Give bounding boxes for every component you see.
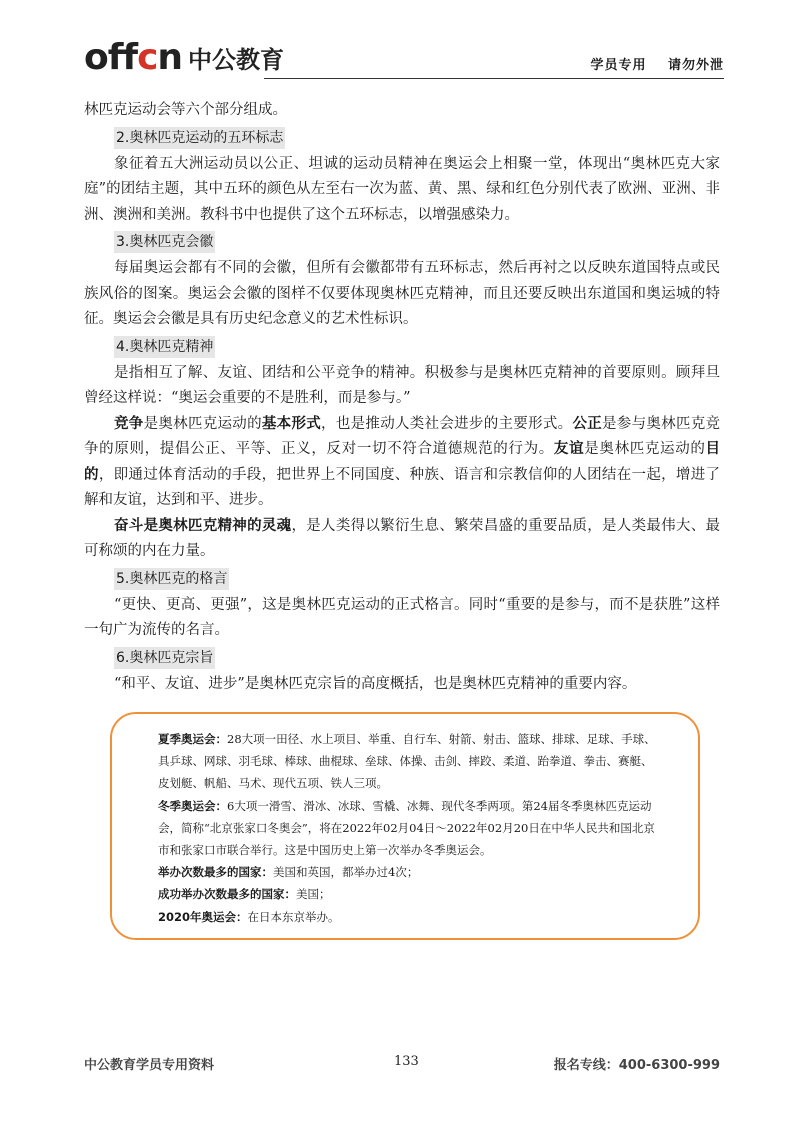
bold-term: 公正 xyxy=(572,415,603,432)
fact-summer: 夏季奥运会：28大项一田径、水上项目、举重、自行车、射箭、射击、篮球、排球、足球、手球、具乒球、网球、羽毛球、棒球、曲棍球、垒球、体操、击剑、摔跤、柔道、跆拳道、拳击、赛艇、皮划艇、帆船、马术、现代五项、铁人三项。 xyxy=(158,732,656,791)
offcn-logo xyxy=(84,34,284,78)
logo-chinese: 中公教育 xyxy=(188,46,285,74)
fact-most-hosted: 举办次数最多的国家：美国和英国，都举办过4次； xyxy=(158,865,419,880)
paragraph-continuation: 林匹克运动会等六个部分组成。 xyxy=(84,102,287,118)
section-heading-motto: 5.奥林匹克的格言 xyxy=(114,568,229,590)
bold-term: 奋斗是奥林匹克精神的灵魂 xyxy=(114,517,292,534)
paragraph-competition: 竞争是奥林匹克运动的基本形式，也是推动人类社会进步的主要形式。公正是参与奥林匹克竞争的原则，提倡公正、平等、正义，反对一切不符合道德规范的行为。友谊是奥林匹克运动的目的，即通过体育活动的手段，把世界上不同国度、种族、语言和宗教信仰的人团结在一起，增进了解和友谊，达到和平、进步。 xyxy=(84,415,721,508)
section-heading-purpose: 6.奥林匹克宗旨 xyxy=(114,647,215,669)
footer-label: 中公教育学员专用资料 xyxy=(84,1058,215,1073)
page-number: 133 xyxy=(394,1054,419,1069)
header-tag-confidential: 请勿外泄 xyxy=(667,58,724,73)
paragraph-rings: 象征着五大洲运动员以公正、坦诚的运动员精神在奥运会上相聚一堂，体现出“奥林匹克大家庭”的团结主题，其中五环的颜色从左至右一次为蓝、黄、黑、绿和红色分别代表了欧洲、亚洲、非洲、澳洲和美洲。教科书中也提供了这个五环标志，以增强感染力。 xyxy=(84,155,720,223)
paragraph-struggle: 奋斗是奥林匹克精神的灵魂，是人类得以繁衍生息、繁荣昌盛的重要品质，是人类最伟大、最可称颂的内在力量。 xyxy=(84,517,721,559)
header-divider xyxy=(264,78,724,79)
fact-2020: 2020年奥运会：在日本东京举办。 xyxy=(158,909,340,924)
logo-latin: offcn xyxy=(84,37,183,78)
paragraph-emblem: 每届奥运会都有不同的会徽，但所有会徽都带有五环标志，然后再衬之以反映东道国特点或民族风俗的图案。奥运会会徽的图样不仅要体现奥林匹克精神，而且还要反映出东道国和奥运城的特征。奥运会会徽是具有历史纪念意义的艺术性标识。 xyxy=(84,260,720,327)
footer-hotline: 报名专线：400-6300-999 xyxy=(553,1058,720,1073)
section-heading-emblem: 3.奥林匹克会徽 xyxy=(114,231,215,253)
paragraph-motto: “更快、更高、更强”，这是奥林匹克运动的正式格言。同时“重要的是参与，而不是获胜”这样一句广为流传的名言。 xyxy=(84,596,720,638)
page-header xyxy=(84,34,724,80)
olympics-facts-box xyxy=(110,712,700,940)
bold-term: 基本形式 xyxy=(261,415,322,432)
paragraph-spirit: 是指相互了解、友谊、团结和公平竞争的精神。积极参与是奥林匹克精神的首要原则。顾拜旦曾经这样说：“奥运会重要的不是胜利，而是参与。” xyxy=(84,364,720,406)
fact-most-successful: 成功举办次数最多的国家：美国； xyxy=(158,887,331,902)
section-heading-spirit: 4.奥林匹克精神 xyxy=(114,336,215,358)
bold-term: 竞争 xyxy=(114,415,144,432)
page-body xyxy=(84,98,720,697)
header-tag-student-only: 学员专用 xyxy=(590,58,647,73)
fact-winter: 冬季奥运会：6大项一滑雪、滑冰、冰球、雪橇、冰舞、现代冬季两项。第24届冬季奥林匹克运动会，简称“北京张家口冬奥会”，将在2022年02月04日～2022年02月20日在中华人民共和国北京市和张家口市联合举行。这是中国历史上第一次举办冬季奥运会。 xyxy=(158,798,655,858)
section-heading-rings: 2.奥林匹克运动的五环标志 xyxy=(114,127,285,149)
paragraph-purpose: “和平、友谊、进步”是奥林匹克宗旨的高度概括，也是奥林匹克精神的重要内容。 xyxy=(114,675,637,692)
header-tags xyxy=(590,54,724,73)
bold-term: 友谊 xyxy=(553,441,585,457)
bold-term: 目的 xyxy=(84,441,721,483)
